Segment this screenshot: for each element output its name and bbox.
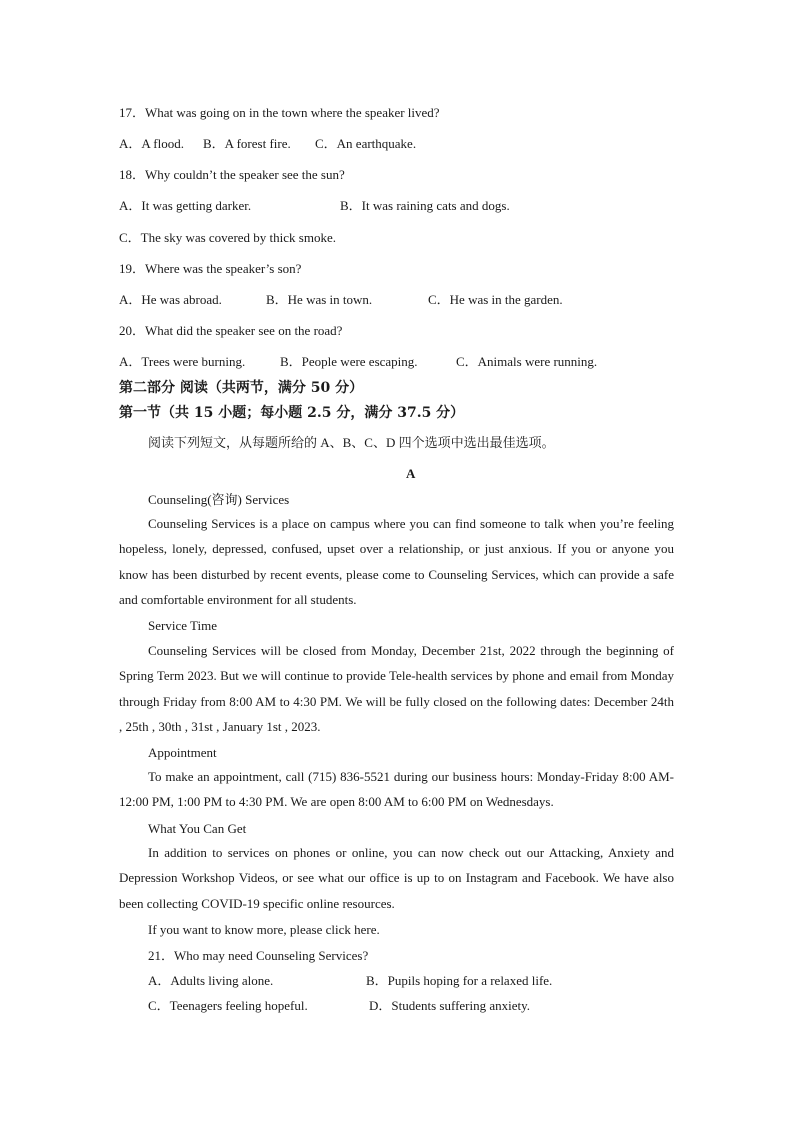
paragraph-2: Counseling Services will be closed from Monday, December 21st, 2022 through the beginning of Spring Term 2023. But we will continue to provide Tele-health services by phone and email from Monday through Friday from 8:00 AM to 4:30 PM. We will be fully closed on the following dates: December 24th , 25th , 30th , 31st , January 1st , 2023. [119, 643, 674, 734]
heading-service-time: Service Time [148, 618, 217, 633]
heading-appointment: Appointment [148, 745, 217, 760]
q18-option-c: C．The sky was covered by thick smoke. [119, 230, 336, 245]
reading-instruction: 阅读下列短文，从每题所给的 A、B、C、D 四个选项中选出最佳选项。 [148, 435, 555, 450]
q19-option-c: C．He was in the garden. [428, 292, 563, 307]
q18-option-b: B．It was raining cats and dogs. [340, 198, 510, 213]
q20-option-b: B．People were escaping. [280, 354, 418, 369]
q21-option-a: A．Adults living alone. [148, 973, 274, 988]
paragraph-1: Counseling Services is a place on campus where you can find someone to talk when you’re feeling hopeless, lonely, depressed, confused, upset over a relationship, or just anxious. If you or anyone you know has been disturbed by recent events, please come to Counseling Services, which can provide a safe and comfortable environment for all students. [119, 516, 674, 607]
q20-option-a: A．Trees were burning. [119, 354, 246, 369]
part2-title: 第二部分 阅读（共两节，满分 50 分） [119, 380, 364, 396]
question-17: 17．What was going on in the town where the speaker lived? [119, 105, 440, 120]
passage-heading: Counseling(咨询) Services [148, 492, 290, 507]
question-21: 21．Who may need Counseling Services? [148, 948, 369, 963]
q20-option-c: C．Animals were running. [456, 354, 598, 369]
q18-option-a: A．It was getting darker. [119, 198, 252, 213]
q17-option-a: A．A flood. [119, 136, 185, 151]
question-20: 20．What did the speaker see on the road? [119, 323, 343, 338]
q19-option-b: B．He was in town. [266, 292, 373, 307]
q21-option-b: B．Pupils hoping for a relaxed life. [366, 973, 553, 988]
section1-title: 第一节（共 15 小题；每小题 2.5 分，满分 37.5 分） [119, 405, 465, 421]
q19-option-a: A．He was abroad. [119, 292, 222, 307]
passage-label: A [406, 466, 416, 481]
q17-option-c: C．An earthquake. [315, 136, 417, 151]
q21-option-c: C．Teenagers feeling hopeful. [148, 998, 308, 1013]
heading-what-you-can-get: What You Can Get [148, 821, 247, 836]
paragraph-3: To make an appointment, call (715) 836-5521 during our business hours: Monday-Friday 8:00 AM-12:00 PM, 1:00 PM to 4:30 PM. We are open 8:00 AM to 6:00 PM on Wednesdays. [119, 769, 674, 810]
question-19: 19．Where was the speaker’s son? [119, 261, 302, 276]
paragraph-4: In addition to services on phones or online, you can now check out our Attacking, Anxiety and Depression Workshop Videos, or see what our office is up to on Instagram and Facebook. We have also been collecting COVID-19 specific online resources. [119, 845, 674, 911]
q17-option-b: B．A forest fire. [203, 136, 291, 151]
question-18: 18．Why couldn’t the speaker see the sun? [119, 167, 345, 182]
paragraph-5: If you want to know more, please click here. [148, 922, 380, 937]
q21-option-d: D．Students suffering anxiety. [369, 998, 531, 1013]
